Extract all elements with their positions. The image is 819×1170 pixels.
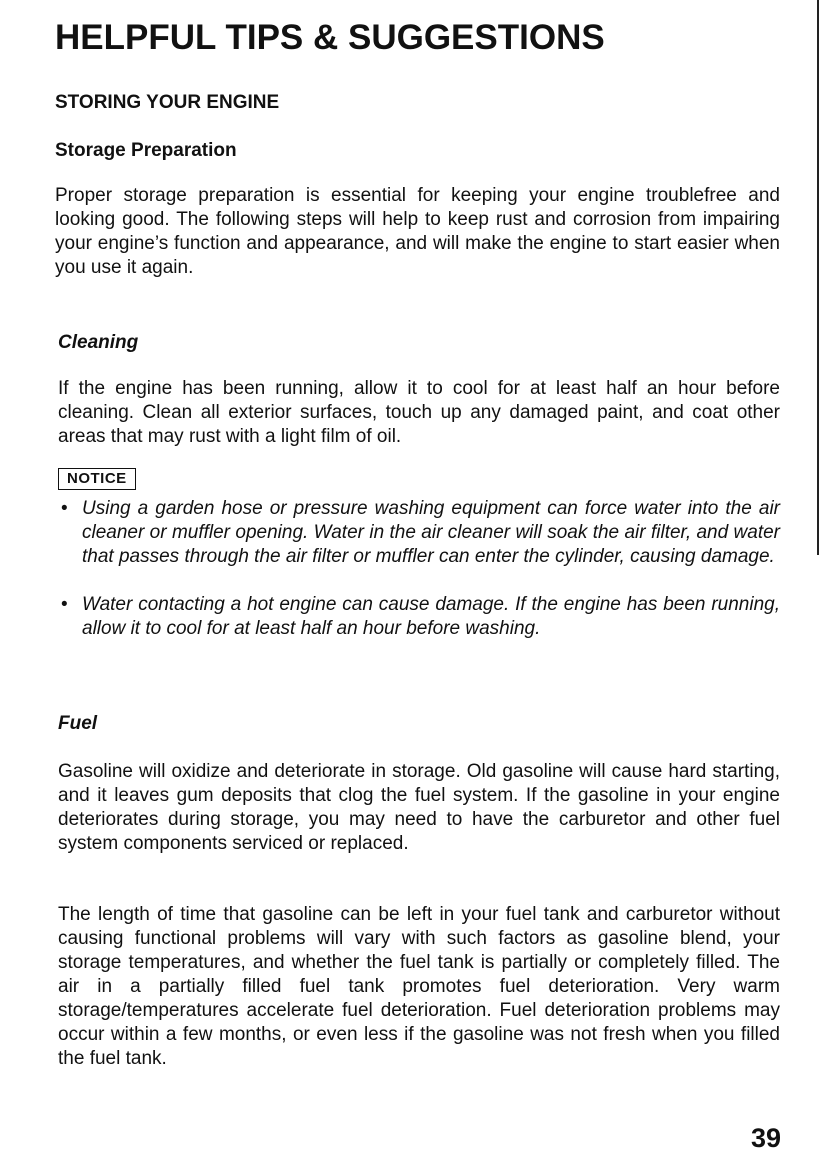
fuel-paragraph-2: The length of time that gasoline can be left in your fuel tank and carburetor without causing functional problems will vary with such factors as gasoline blend, your storage temperatures, and whether the fuel tank is partially or completely filled. The air in a partially filled fuel tank promotes fuel deterioration. Very warm storage/temperatures accelerate fuel deterioration. Fuel deterioration problems may occur within a few months, or even less if the gasoline was not fresh when you filled the fuel tank. — [58, 904, 780, 1069]
cleaning-heading: Cleaning — [58, 332, 139, 353]
page-title: HELPFUL TIPS & SUGGESTIONS — [55, 18, 605, 57]
section-title: STORING YOUR ENGINE — [55, 92, 280, 113]
notice-bullet-list — [58, 497, 780, 641]
notice-bullet-hose — [58, 497, 780, 569]
bullet-icon: • — [61, 594, 68, 615]
fuel-heading: Fuel — [58, 713, 98, 734]
notice-bullet-text: Using a garden hose or pressure washing equipment can force water into the air cleaner or muffler opening. Water in the air cleaner will soak the air filter, and water that passes through the air filter or muffler can enter the cylinder, causing damage. — [82, 498, 780, 567]
subsection-title: Storage Preparation — [55, 140, 237, 161]
notice-bullet-hot-engine — [58, 593, 780, 641]
bullet-icon: • — [61, 498, 68, 519]
notice-bullet-text: Water contacting a hot engine can cause damage. If the engine has been running, allow it to cool for at least half an hour before washing. — [82, 594, 780, 639]
cleaning-paragraph: If the engine has been running, allow it to cool for at least half an hour before cleaning. Clean all exterior surfaces, touch up any damaged paint, and coat other areas that may rust with a light film of oil. — [58, 378, 780, 447]
notice-label: NOTICE — [58, 468, 136, 490]
fuel-paragraph-1: Gasoline will oxidize and deteriorate in storage. Old gasoline will cause hard starting, and it leaves gum deposits that clog the fuel system. If the gasoline in your engine deteriorates during storage, you may need to have the carburetor and other fuel system components serviced or replaced. — [58, 761, 780, 854]
page-number: 39 — [750, 1123, 781, 1153]
intro-paragraph: Proper storage preparation is essential for keeping your engine troublefree and looking good. The following steps will help to keep rust and corrosion from impairing your engine’s function and appearance, and will make the engine to start easier when you use it again. — [55, 185, 780, 278]
